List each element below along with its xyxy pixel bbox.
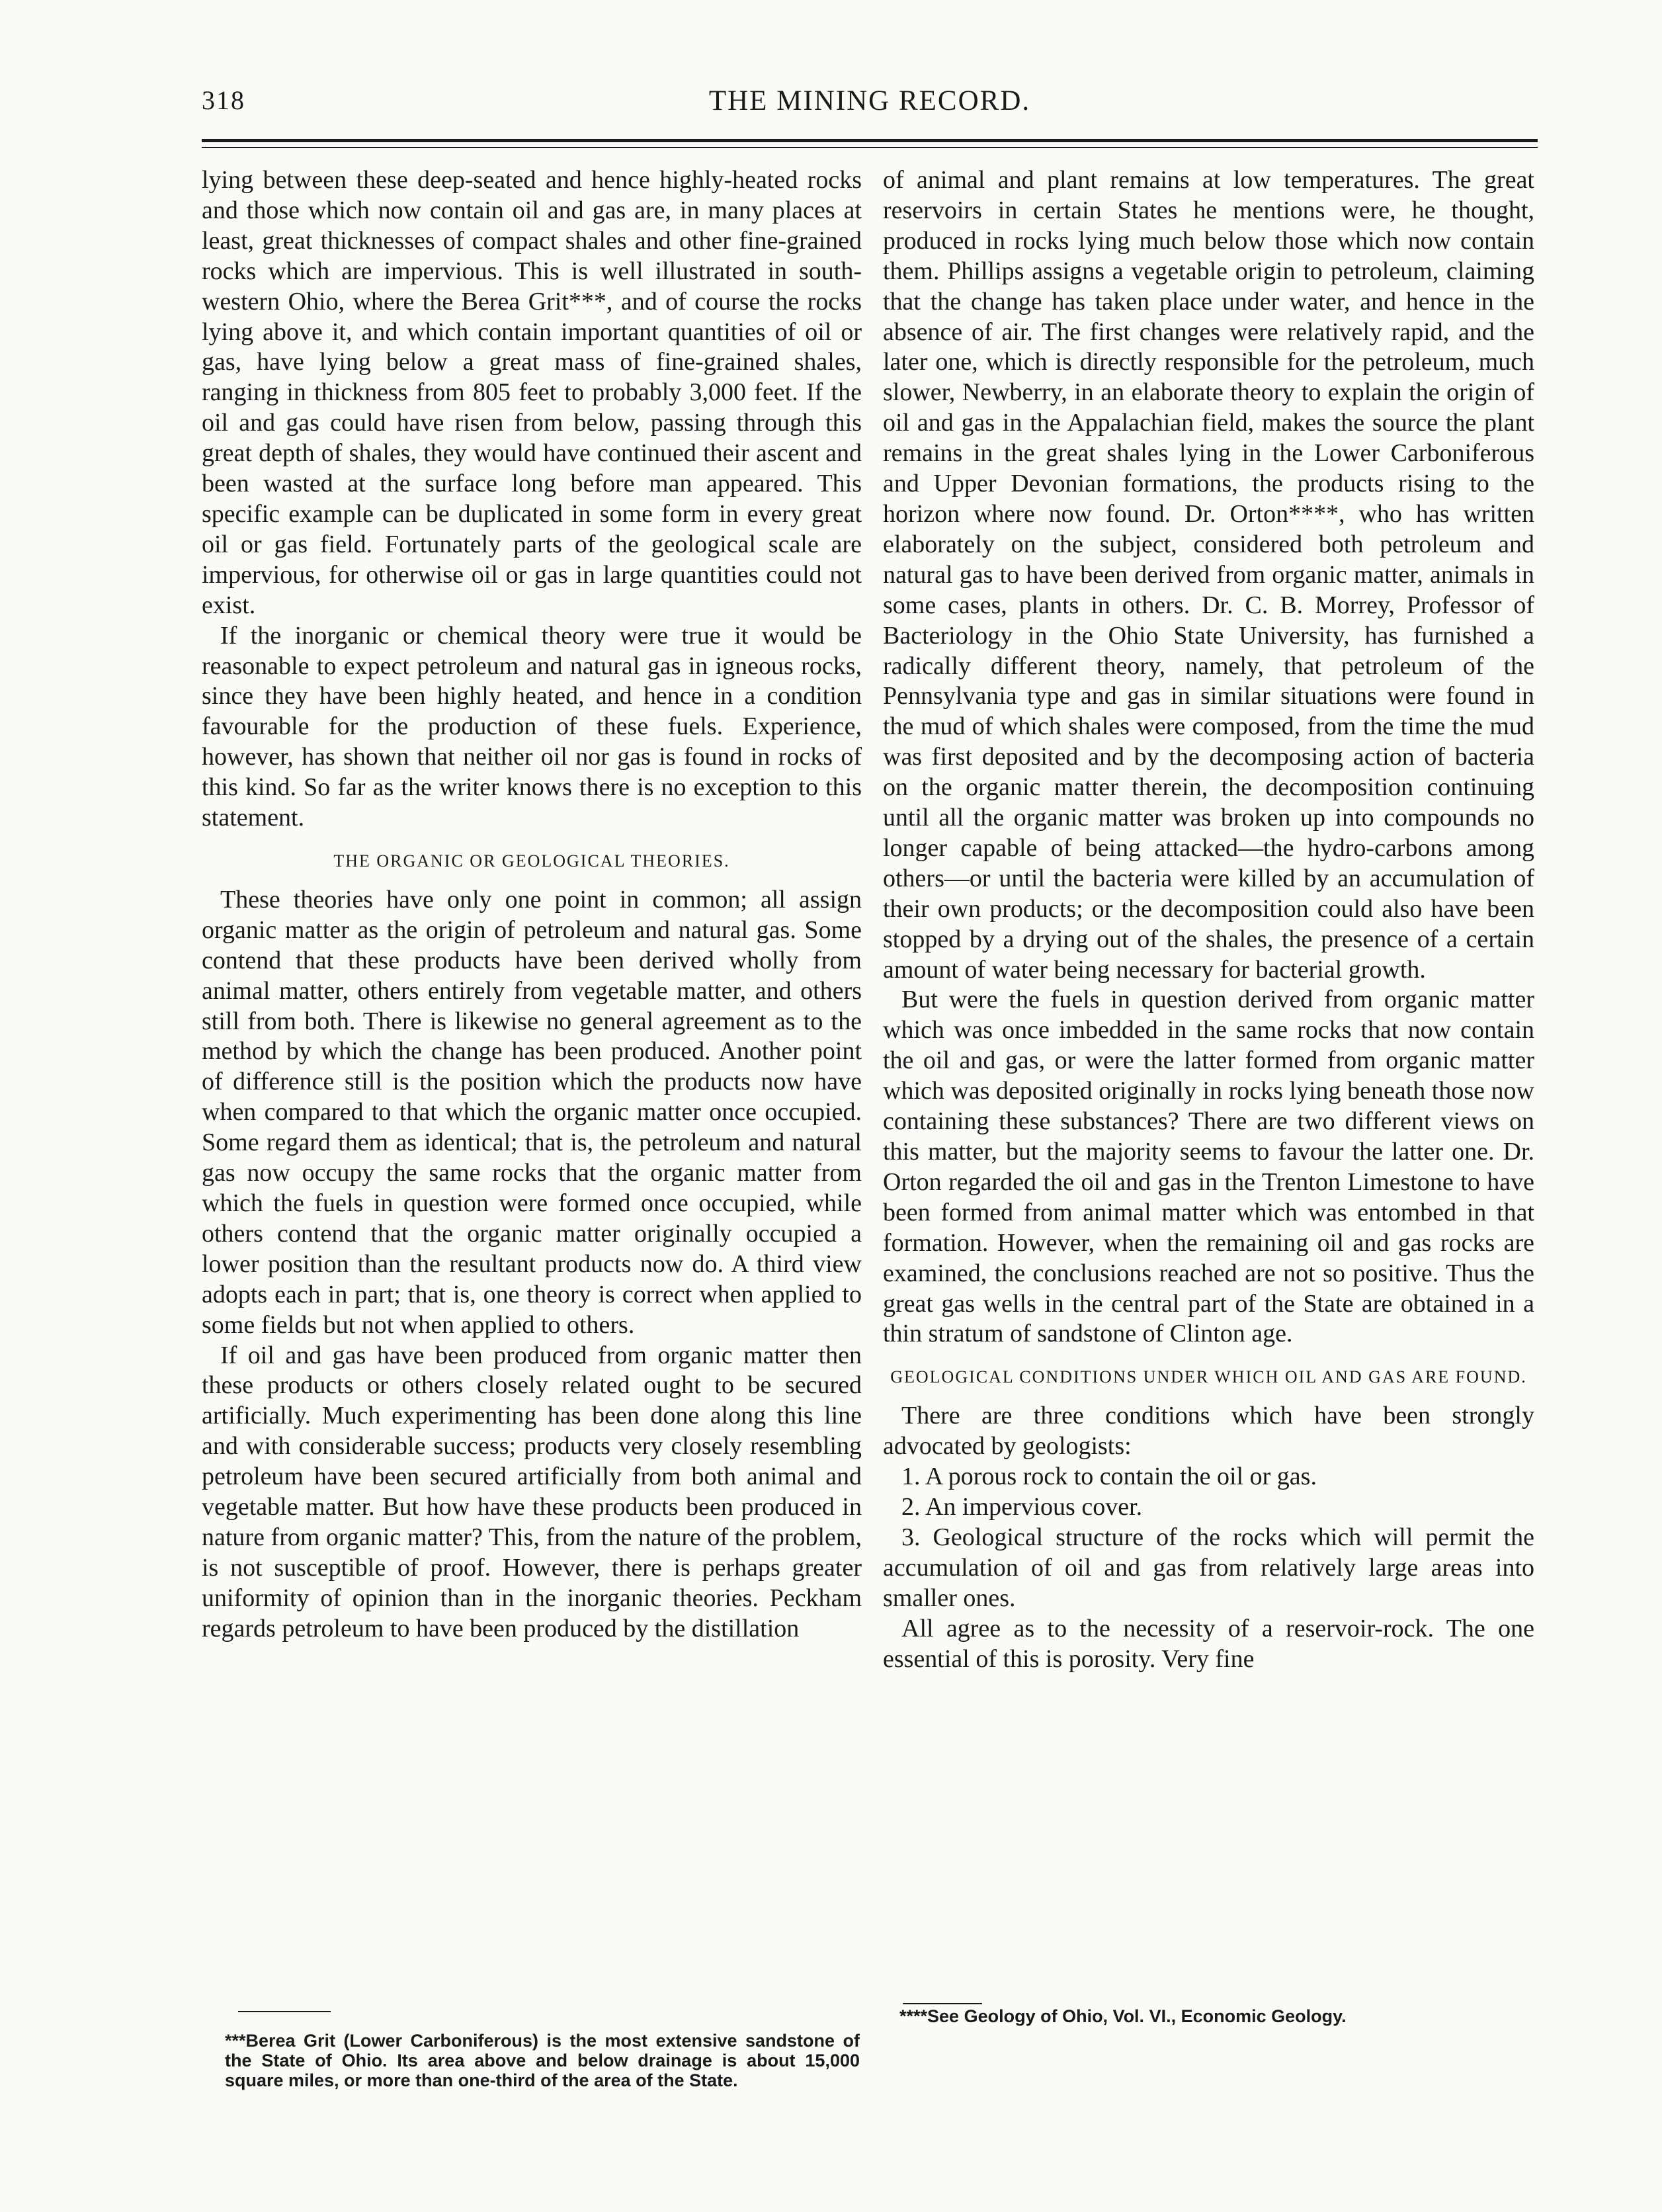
footnote-rule [238, 2011, 331, 2012]
paragraph: lying between these deep-seated and hence highly-heated rocks and those which now contain oil and gas are, in many places at least, great thicknesses of compact shales and other fine-grained rocks which are impervious. This is well illustrated in south-western Ohio, where the Berea Grit***, and of course the rocks lying above it, and which contain important quantities of oil or gas, have lying below a great mass of fine-grained shales, ranging in thickness from 805 feet to probably 3,000 feet. If the oil and gas could have risen from below, passing through this great depth of shales, they would have continued their ascent and been wasted at the surface long before man appeared. This specific example can be duplicated in some form in every great oil or gas field. Fortunately parts of the geological scale are impervious, for otherwise oil or gas in large quantities could not exist. [202, 166, 862, 619]
section-heading: THE ORGANIC OR GEOLOGICAL THEORIES. [333, 851, 730, 871]
header-rule-thick [202, 139, 1538, 142]
list-item: 3. Geological structure of the rocks which will permit the accumulation of oil and gas from relatively large areas into smaller ones. [883, 1523, 1534, 1612]
footnote-berea-grit: ***Berea Grit (Lower Carboniferous) is the most extensive sandstone of the State of Ohio. Its area above and below drainage is about 15,000 square miles, or more than one-third of the area of the State. [225, 2031, 860, 2090]
header-rule-thin [202, 147, 1538, 148]
footnote-rule [903, 2003, 982, 2004]
paragraph: If the inorganic or chemical theory were true it would be reasonable to expect petroleum and natural gas in igneous rocks, since they have been highly heated, and hence in a condition favourable for the production of these fuels. Experience, however, has shown that neither oil nor gas is found in rocks of this kind. So far as the writer knows there is no exception to this statement. [202, 621, 862, 832]
paragraph: There are three conditions which have been strongly advocated by geologists: [883, 1402, 1534, 1461]
page-number: 318 [202, 85, 245, 115]
paragraph: But were the fuels in question derived from organic matter which was once imbedded in the same rocks that now contain the oil and gas, or were the latter formed from organic matter which was deposited originally in rocks lying beneath those now containing these substances? There are two different views on this matter, but the majority seems to favour the latter one. Dr. Orton regarded the oil and gas in the Trenton Limestone to have been formed from animal matter which was entombed in that formation. However, when the remaining oil and gas rocks are examined, the conclusions reached are not so positive. Thus the great gas wells in the central part of the State are obtained in a thin stratum of sandstone of Clinton age. [883, 986, 1534, 1348]
list-item: 2. An impervious cover. [901, 1493, 1143, 1521]
page-header [202, 85, 1538, 131]
section-heading: GEOLOGICAL CONDITIONS UNDER WHICH OIL AND GAS ARE FOUND. [890, 1367, 1527, 1387]
paragraph: If oil and gas have been produced from organic matter then these products or others closely related ought to be secured artificially. Much experimenting has been done along this line and with considerable success; products very closely resembling petroleum have been secured artificially from both animal and vegetable matter. But how have these products been produced in nature from organic matter? This, from the nature of the problem, is not susceptible of proof. However, there is perhaps greater uniformity of opinion than in the inorganic theories. Peckham regards petroleum to have been produced by the distillation [202, 1341, 862, 1642]
conditions-list [883, 1462, 1534, 1614]
footnote-geology-of-ohio: ****See Geology of Ohio, Vol. VI., Economic Geology. [899, 2006, 1347, 2026]
paragraph: of animal and plant remains at low temperatures. The great reservoirs in certain States he mentions were, he thought, produced in rocks lying much below those which now contain them. Phillips assigns a vegetable origin to petroleum, claiming that the change has taken place under water, and hence in the absence of air. The first changes were relatively rapid, and the later one, which is directly responsible for the petroleum, much slower, Newberry, in an elaborate theory to explain the origin of oil and gas in the Appalachian field, makes the source the plant remains in the great shales lying in the Lower Carboniferous and Upper Devonian formations, the products rising to the horizon where now found. Dr. Orton****, who has written elaborately on the subject, considered both petroleum and natural gas to have been derived from organic matter, animals in some cases, plants in others. Dr. C. B. Morrey, Professor of Bacteriology in the Ohio State University, has furnished a radically different theory, namely, that petroleum of the Pennsylvania type and gas in similar situations were found in the mud of which shales were composed, from the time the mud was first deposited and by the decomposing action of bacteria on the organic matter therein, the decomposition continuing until all the organic matter was broken up into compounds no longer capable of being attacked—the hydro-carbons among others—or until the bacteria were killed by an accumulation of their own products; or the decomposition could also have been stopped by a drying out of the shales, the presence of a certain amount of water being necessary for bacterial growth. [883, 166, 1534, 984]
right-column [883, 165, 1534, 1675]
paragraph: These theories have only one point in common; all assign organic matter as the origin of petroleum and natural gas. Some contend that these products have been derived wholly from animal matter, others entirely from vegetable matter, and others still from both. There is likewise no general agreement as to the method by which the change has been produced. Another point of difference still is the position which the products now have when compared to that which the organic matter once occupied. Some regard them as identical; that is, the petroleum and natural gas now occupy the same rocks that the organic matter from which the fuels in question were formed once occupied, while others contend that the organic matter originally occupied a lower position than the resultant products now do. A third view adopts each in part; that is, one theory is correct when applied to some fields but not when applied to others. [202, 885, 862, 1339]
list-item: 1. A porous rock to contain the oil or gas. [901, 1463, 1317, 1491]
left-column [202, 165, 862, 1644]
paragraph: All agree as to the necessity of a reservoir-rock. The one essential of this is porosity. Very fine [883, 1614, 1534, 1673]
journal-title: THE MINING RECORD. [708, 85, 1031, 116]
